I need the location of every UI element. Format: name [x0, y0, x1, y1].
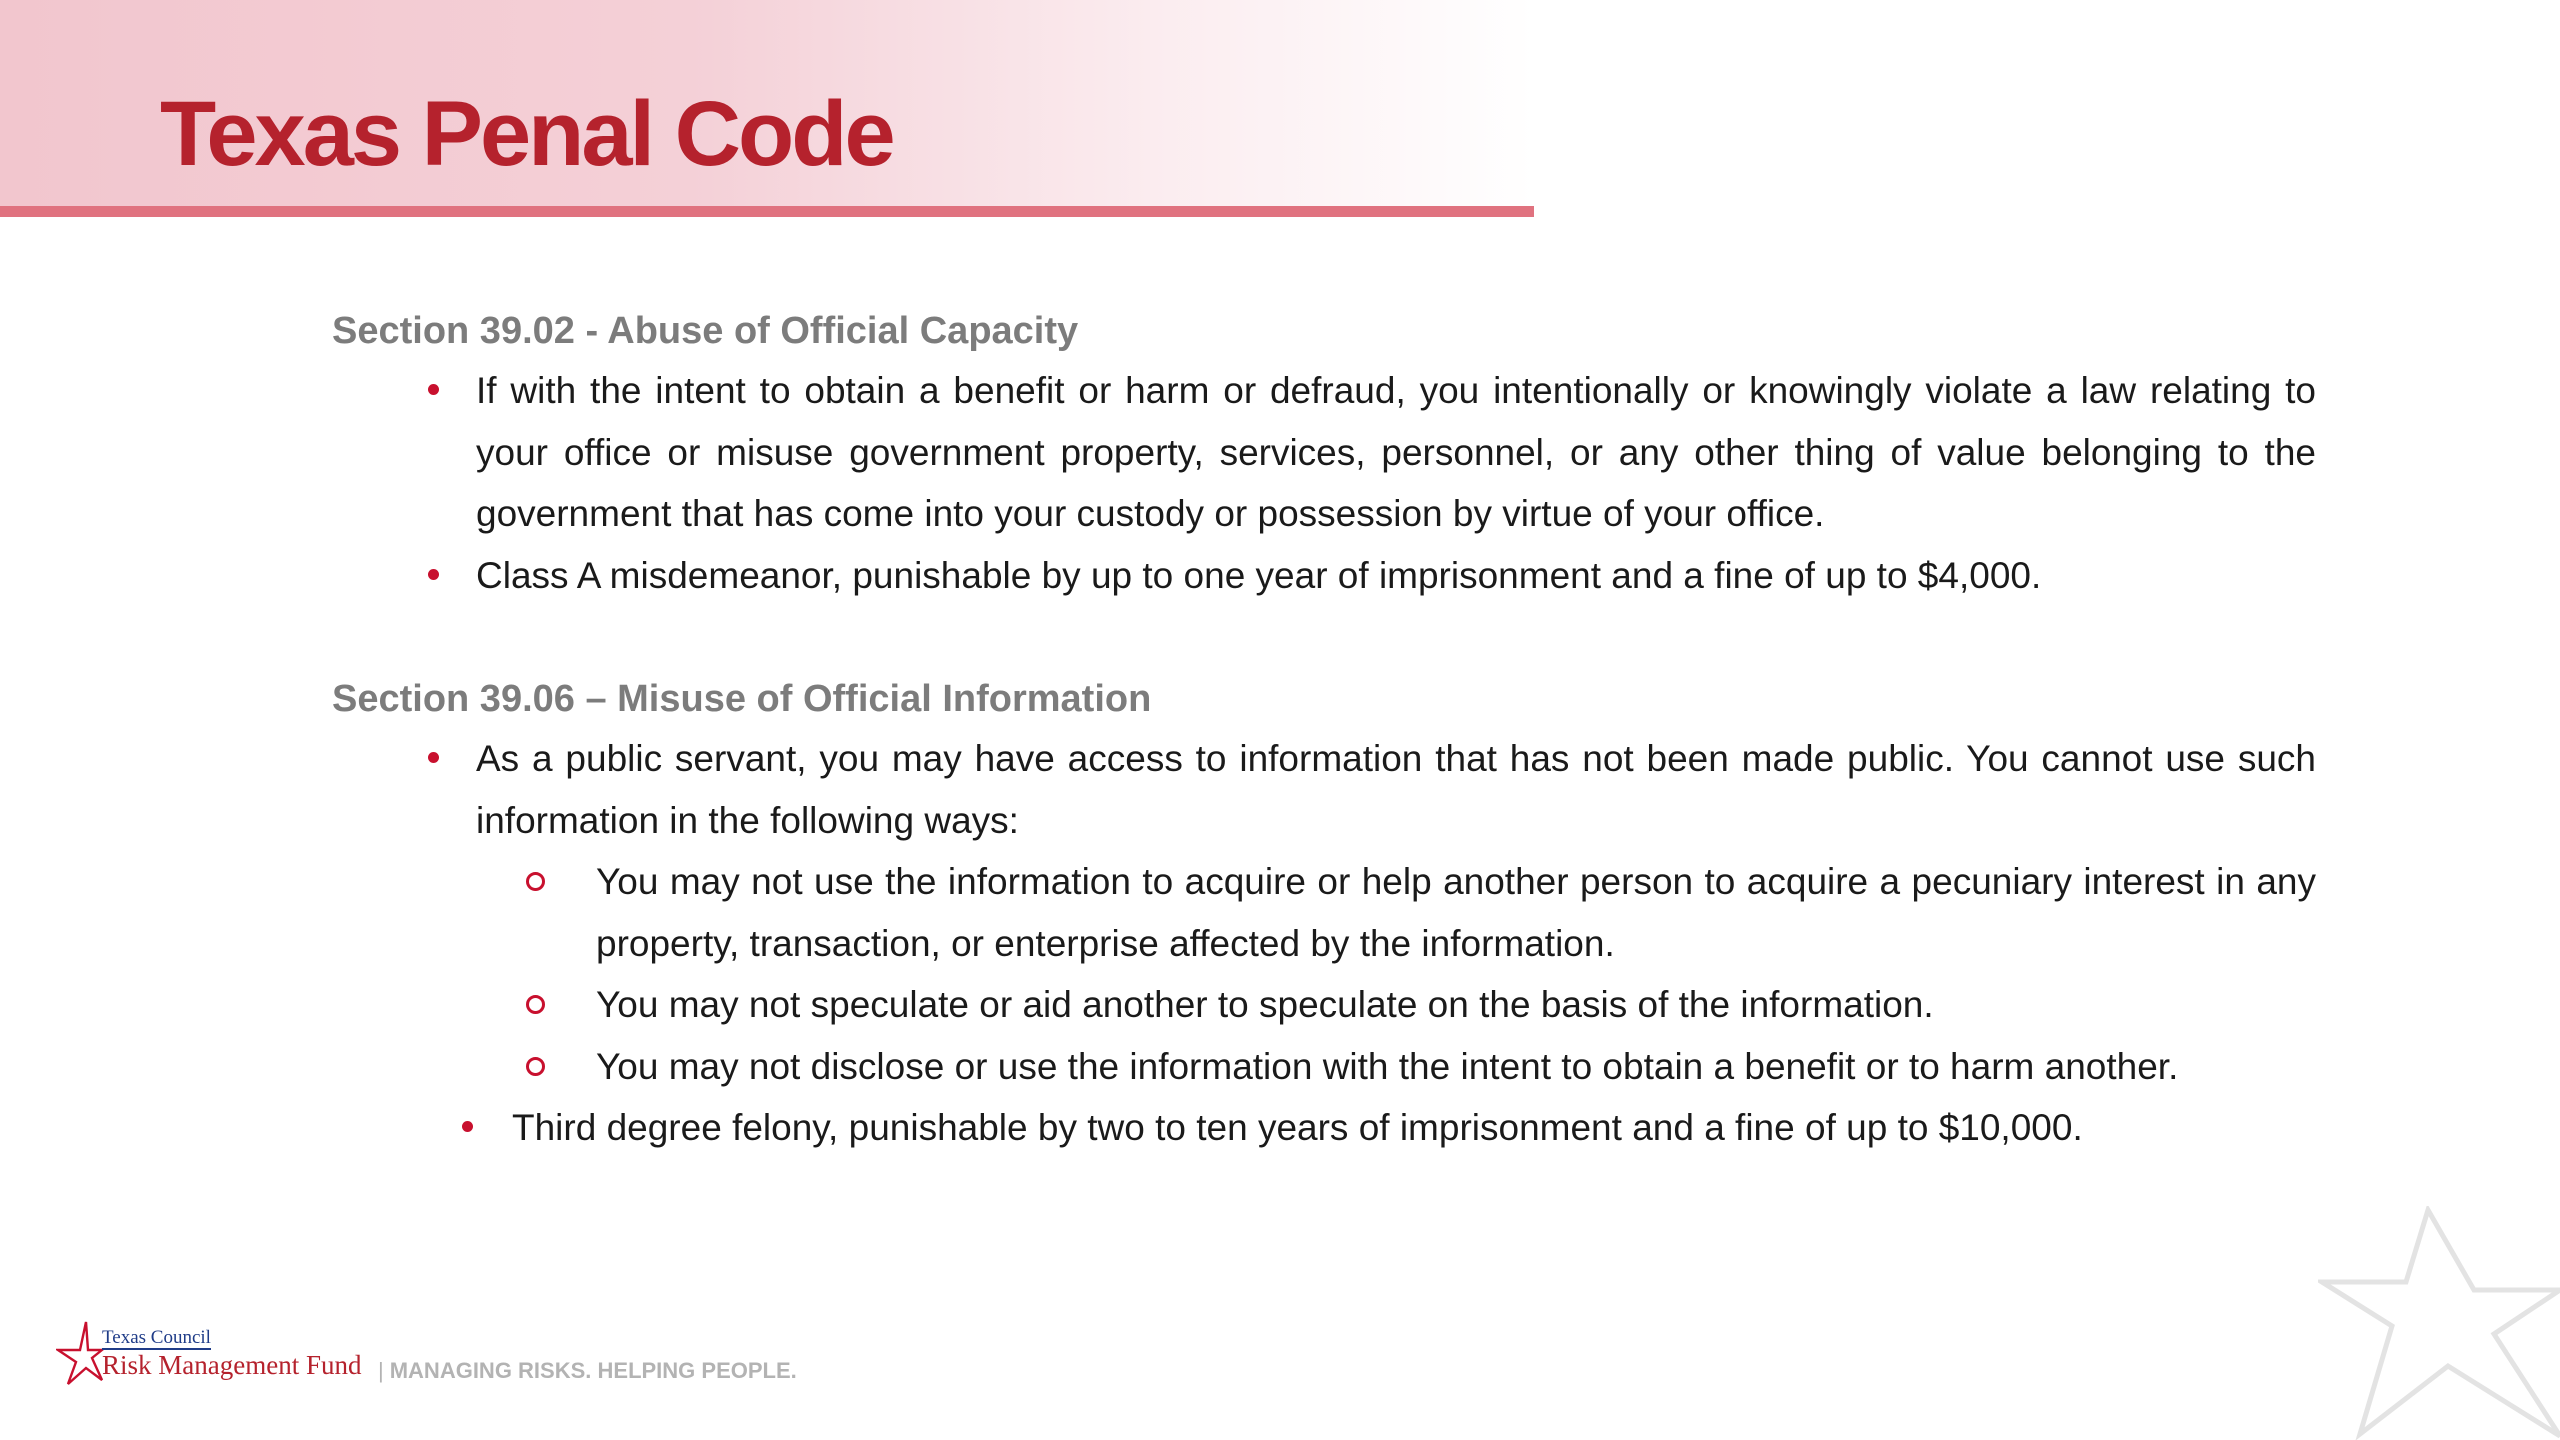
logo-org-line1: Texas Council: [102, 1327, 211, 1348]
list-item: [332, 728, 2316, 851]
list-item: [332, 545, 2316, 607]
section-heading-39-06: Section 39.06 – Misuse of Official Information: [332, 678, 1152, 720]
list-item: [332, 360, 2316, 545]
sub-list-item-text: You may not disclose or use the information with the intent to obtain a benefit or to harm another.: [596, 1045, 2179, 1087]
list-item-text: If with the intent to obtain a benefit or harm or defraud, you intentionally or knowingly violate a law relating to your office or misuse government property, services, personnel, or any other thing of value belonging to the government that has come into your custody or possession by virtue of your office.: [476, 370, 2316, 534]
bullet-icon: [428, 569, 439, 580]
section-heading-39-02: Section 39.02 - Abuse of Official Capacity: [332, 310, 1079, 352]
footer-logo: [56, 1318, 816, 1398]
sub-list-item-text: You may not speculate or aid another to speculate on the basis of the information.: [596, 984, 1934, 1025]
bullet-list: [332, 728, 2332, 1159]
bullet-icon: [428, 384, 439, 395]
sub-list-item: [332, 974, 2316, 1036]
page-title: Texas Penal Code: [160, 83, 893, 185]
star-outline-icon: [56, 1320, 104, 1386]
sub-list-item: [332, 851, 2316, 974]
list-item-text: As a public servant, you may have access to information that has not been made public. You cannot use such information in the following ways:: [476, 738, 2316, 841]
circle-bullet-icon: [526, 872, 545, 891]
logo-tagline: [378, 1358, 797, 1384]
tagline-separator: |: [378, 1358, 384, 1383]
list-item-text: Third degree felony, punishable by two to ten years of imprisonment and a fine of up to $10,000.: [512, 1107, 2083, 1148]
bullet-list: [332, 360, 2332, 606]
title-underline: [0, 206, 1534, 217]
logo-org-line2: Risk Management Fund: [102, 1350, 362, 1380]
star-outline-icon: [2318, 1206, 2560, 1440]
sub-list-item: [332, 1036, 2316, 1098]
section-spacer: [332, 606, 2332, 670]
sub-list-item-text: You may not use the information to acquire or help another person to acquire a pecuniary interest in any property, transaction, or enterprise affected by the information.: [596, 861, 2316, 964]
list-item-text: Class A misdemeanor, punishable by up to one year of imprisonment and a fine of up to $4,000.: [476, 554, 2042, 596]
list-item: [332, 1097, 2316, 1159]
bullet-icon: [462, 1121, 473, 1132]
bullet-icon: [428, 752, 439, 763]
circle-bullet-icon: [526, 1057, 545, 1076]
slide-content: [332, 302, 2332, 1159]
circle-bullet-icon: [526, 995, 545, 1014]
tagline-text: MANAGING RISKS. HELPING PEOPLE.: [389, 1358, 797, 1383]
